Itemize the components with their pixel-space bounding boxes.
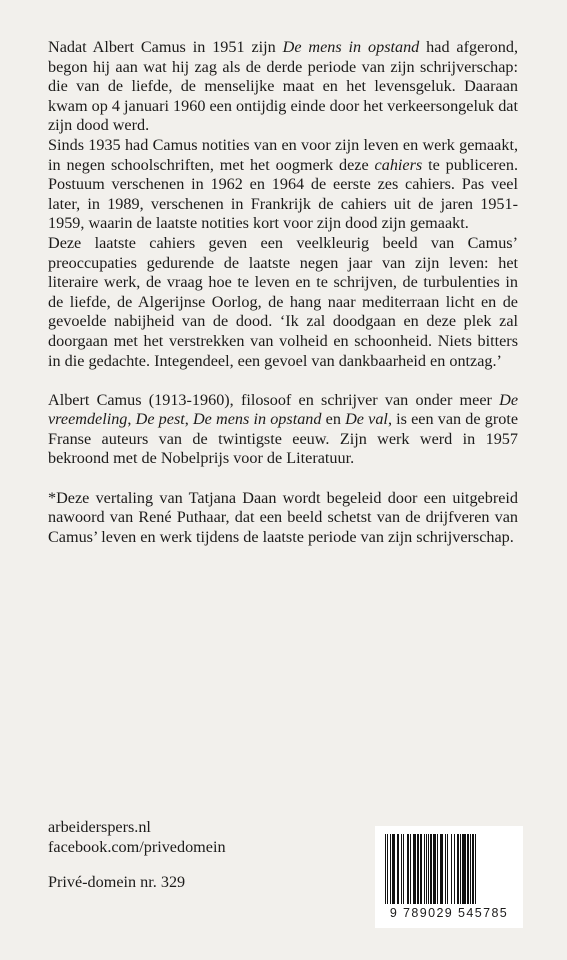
italic-title: De vreemdeling bbox=[48, 390, 518, 429]
italic-title: De mens in opstand bbox=[192, 410, 322, 429]
text-run: *Deze vertaling van Tatjana Daan wordt begeleid door een uitgebreid nawoord van René Puthaar, dat een beeld schetst van de drijfveren van Camus’ leven en werk tijdens de laatste periode van zijn schrijverschap. bbox=[48, 488, 518, 546]
back-cover-text bbox=[48, 38, 518, 547]
text-run: Deze laatste cahiers geven een veelkleurig beeld van Camus’ preoccupaties gedurende de laatste negen jaar van zijn leven: het literaire werk, de vraag hoe te leven en te schrijven, de turbulenties in de liefde, de Algerijnse Oorlog, de hang naar mediterraan licht en de gevoelde nabijheid van de dood. ‘Ik zal doodgaan en deze plek zal doorgaan met het verstrekken van volheid en schoonheid. Niets bitters in die gedachte. Integendeel, een gevoel van dankbaarheid en ontzag.’ bbox=[48, 233, 518, 370]
text-run: had afgerond, begon hij aan wat hij zag als de derde periode van zijn schrijverschap: die van de liefde, de menselijke maat en het levensgeluk. Daaraan kwam op 4 januari 1960 een ontijdig einde door het verkeersongeluk dat zijn dood werd. bbox=[48, 38, 518, 135]
text-run: Nadat Albert Camus in 1951 zijn bbox=[48, 38, 283, 56]
italic-title: cahiers bbox=[374, 155, 423, 174]
isbn-barcode bbox=[375, 826, 523, 928]
series-number: Privé-domein nr. 329 bbox=[48, 873, 186, 892]
text-run: , bbox=[184, 410, 193, 429]
barcode-bar bbox=[476, 834, 477, 904]
blurb-paragraph-2 bbox=[48, 136, 518, 234]
isbn-number: 9 789029 545785 bbox=[389, 906, 509, 920]
blurb-paragraph-1 bbox=[48, 38, 518, 136]
italic-title: De mens in opstand bbox=[282, 38, 420, 56]
text-run: en bbox=[321, 410, 346, 429]
author-bio-paragraph bbox=[48, 391, 518, 469]
publisher-website-link[interactable]: arbeiderspers.nl bbox=[48, 818, 151, 836]
publisher-footer bbox=[48, 818, 226, 893]
text-run: , is een van de grote Franse auteurs van de twintigste eeuw. Zijn werk werd in 1957 bekroond met de Nobelprijs voor de Literatuur. bbox=[48, 410, 519, 468]
facebook-link[interactable]: facebook.com/privedomein bbox=[48, 837, 226, 856]
italic-title: De val bbox=[345, 410, 388, 429]
text-run: Albert Camus (1913-1960), filosoof en schrijver van onder meer bbox=[48, 390, 500, 409]
text-run: , bbox=[127, 410, 136, 429]
text-run: te publiceren. Postuum verschenen in 1962 en 1964 de eerste zes cahiers. Pas veel later, in 1989, verschenen in Frankrijk de cahiers uit de jaren 1951-1959, waarin de laatste notities kort voor zijn dood zijn gemaakt. bbox=[48, 155, 518, 233]
translation-note-paragraph bbox=[48, 489, 518, 548]
italic-title: De pest bbox=[135, 410, 185, 429]
blurb-paragraph-3 bbox=[48, 234, 518, 371]
text-run: Sinds 1935 had Camus notities van en voor zijn leven en werk gemaakt, in negen schoolschriften, met het oogmerk deze bbox=[48, 135, 518, 174]
barcode-bars bbox=[385, 834, 513, 904]
